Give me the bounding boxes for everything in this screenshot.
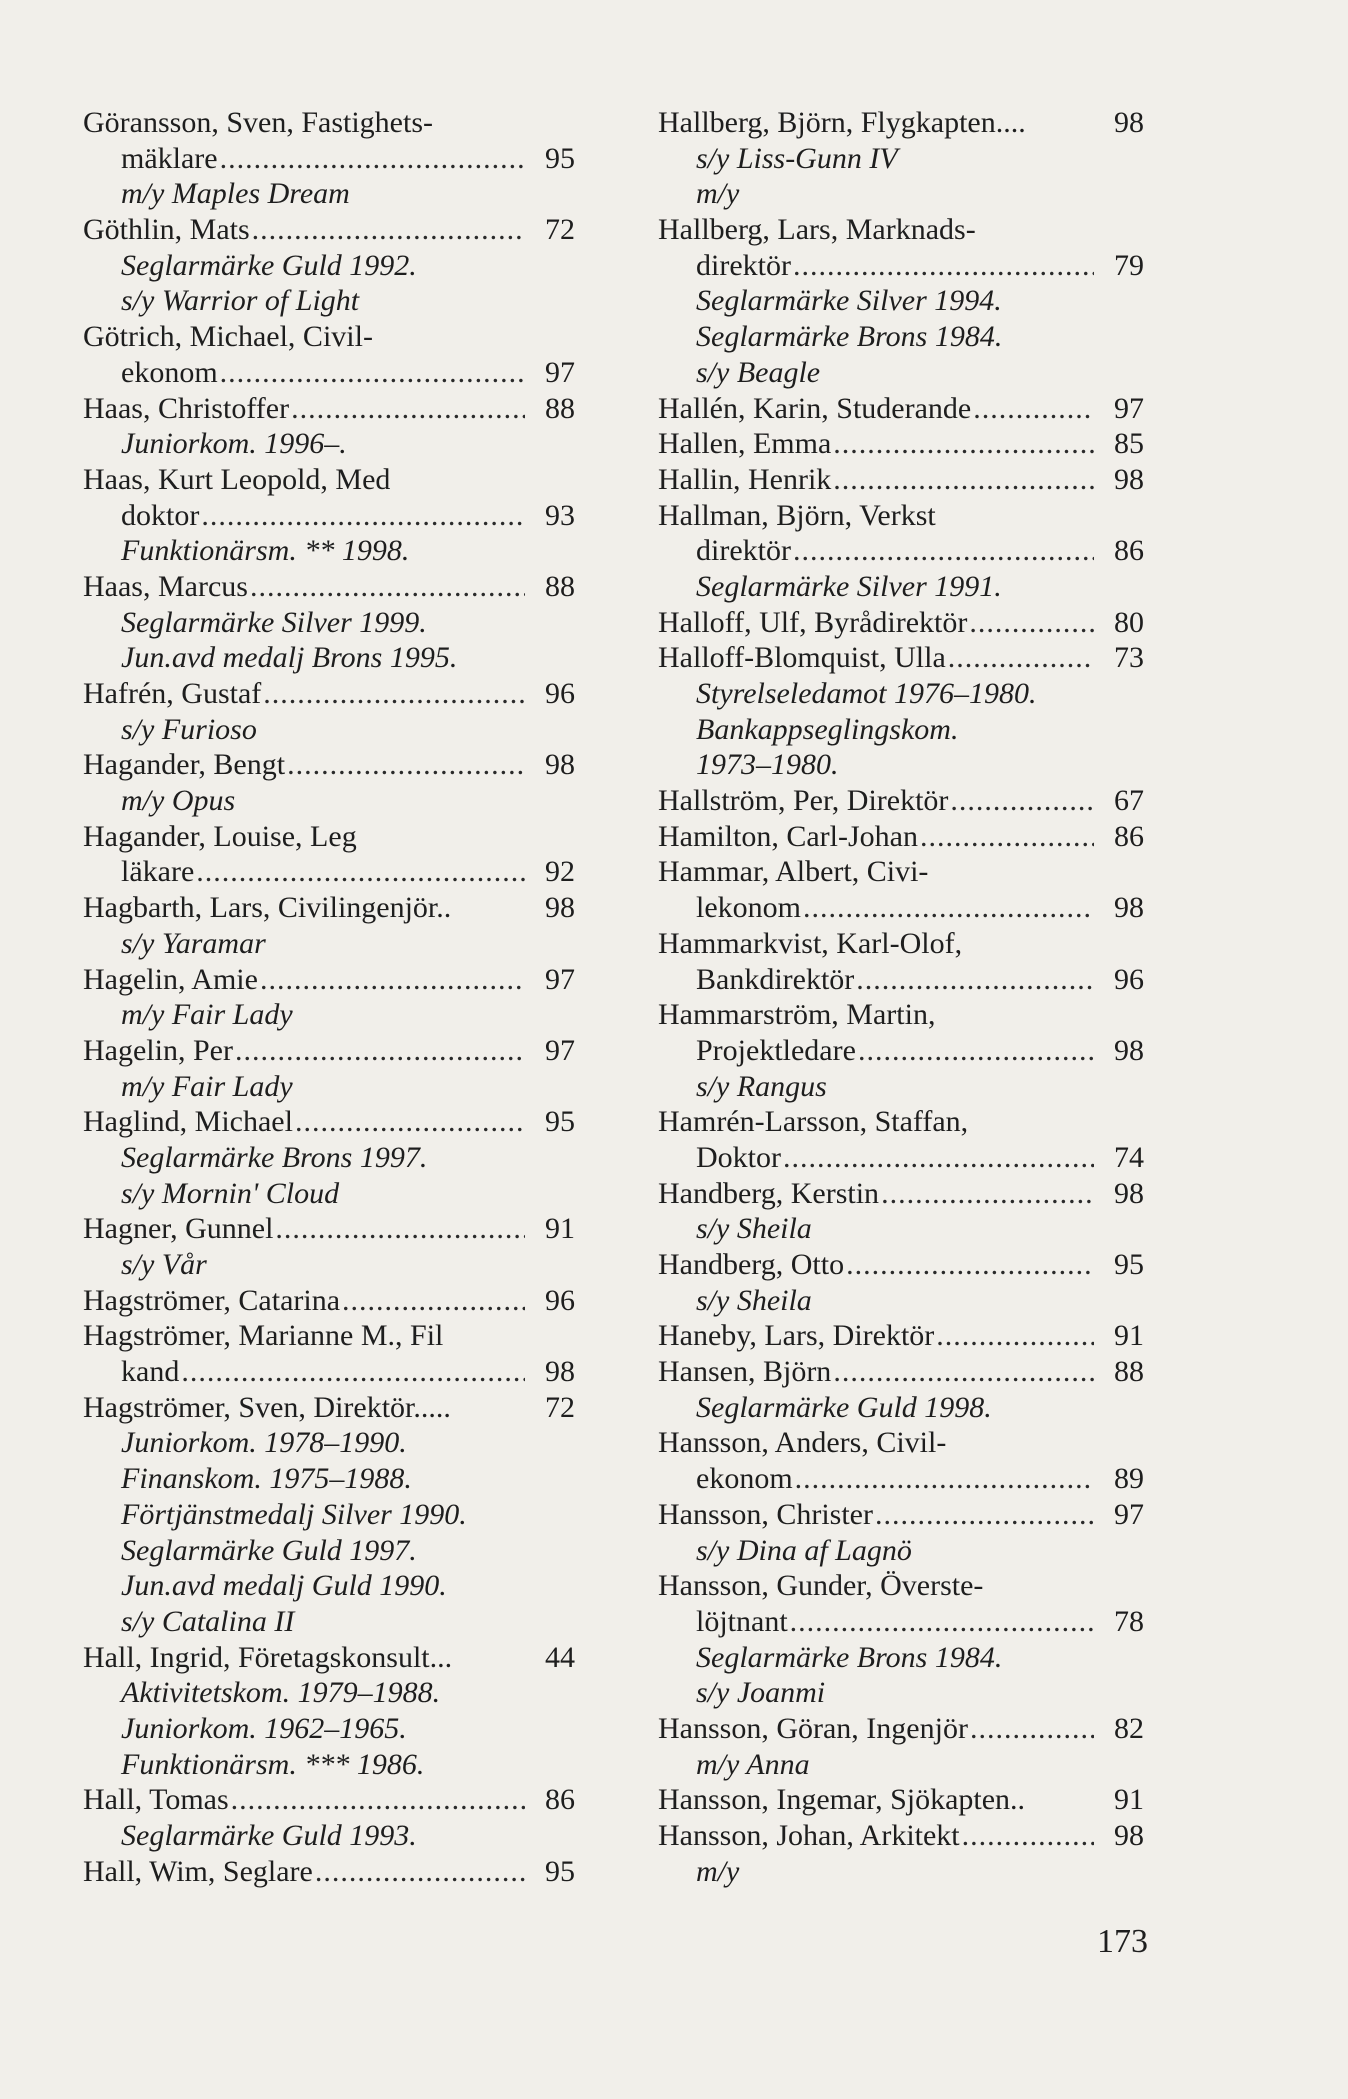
page-reference: 98 (1114, 891, 1144, 925)
index-subentry: m/y (696, 1854, 740, 1888)
dot-leader (803, 890, 1094, 926)
index-subentry: Aktivitetskom. 1979–1988. (121, 1676, 441, 1710)
dot-leader (833, 1354, 1094, 1390)
page-reference: 97 (1114, 391, 1144, 425)
dot-leader (833, 462, 1094, 498)
index-subentry: s/y Yaramar (121, 926, 266, 960)
entry-name: ekonom (696, 1462, 793, 1496)
index-entry: Hagander, Louise, Leg (83, 819, 357, 853)
dot-leader (790, 1604, 1094, 1640)
dot-leader (793, 533, 1094, 569)
page-reference: 67 (1114, 784, 1144, 818)
entry-name: Haglind, Michael (83, 1105, 293, 1139)
index-subentry: Seglarmärke Silver 1999. (121, 605, 427, 639)
page-reference: 95 (1114, 1248, 1144, 1281)
page-reference: 98 (1114, 1033, 1144, 1067)
dot-leader (948, 640, 1094, 676)
entry-name: Hall, Wim, Seglare (83, 1854, 313, 1888)
index-subentry: Seglarmärke Brons 1984. (696, 1640, 1003, 1674)
index-entry (658, 1354, 1144, 1390)
entry-name: Projektledare (696, 1033, 856, 1067)
entry-name: direktör (696, 248, 791, 282)
entry-name: mäklare (121, 141, 218, 175)
index-entry (658, 426, 1144, 462)
index-subentry: Juniorkom. 1978–1990. (121, 1426, 407, 1460)
index-entry (658, 890, 1144, 926)
page-reference: 86 (1114, 819, 1144, 853)
index-entry (83, 854, 575, 890)
page-reference: 97 (1114, 1497, 1144, 1531)
dot-leader (950, 783, 1094, 819)
page-reference: 91 (545, 1212, 575, 1246)
index-entry (658, 1461, 1144, 1497)
dot-leader (962, 1818, 1094, 1854)
index-entry (658, 605, 1144, 641)
entry-name: Hansson, Ingemar, Sjökapten.. (658, 1783, 1026, 1817)
index-subentry: s/y Warrior of Light (121, 284, 360, 318)
dot-leader (881, 1176, 1094, 1212)
entry-name: Hansson, Johan, Arkitekt (658, 1819, 960, 1852)
page-reference: 91 (1114, 1319, 1144, 1353)
index-subentry: Funktionärsm. ** 1998. (121, 534, 410, 568)
page-reference: 98 (545, 891, 575, 925)
entry-name: Hallström, Per, Direktör (658, 784, 949, 818)
index-entry: Hagströmer, Marianne M., Fil (83, 1319, 444, 1353)
page-reference: 97 (545, 355, 575, 389)
index-entry (83, 141, 575, 177)
page-reference: 92 (545, 855, 575, 889)
index-entry (83, 569, 575, 605)
dot-leader (875, 1497, 1094, 1533)
index-entry (658, 783, 1144, 819)
page-reference: 80 (1114, 605, 1144, 639)
index-entry: Hamrén-Larsson, Staffan, (658, 1105, 969, 1139)
dot-leader (969, 605, 1094, 641)
entry-name: Hall, Ingrid, Företagskonsult... (83, 1640, 453, 1674)
index-entry: Hansson, Anders, Civil- (658, 1426, 947, 1460)
page-reference: 86 (1114, 534, 1144, 568)
index-subentry: s/y Sheila (696, 1212, 812, 1246)
index-entry (83, 1354, 575, 1390)
dot-leader (973, 391, 1094, 427)
index-subentry: s/y Sheila (696, 1283, 812, 1317)
index-subentry: m/y Anna (696, 1747, 810, 1781)
index-entry (83, 391, 575, 427)
index-entry (658, 962, 1144, 998)
entry-name: Halloff-Blomquist, Ulla (658, 641, 946, 675)
index-subentry: Seglarmärke Brons 1984. (696, 320, 1003, 354)
index-entry (658, 1782, 1144, 1818)
index-entry (83, 1640, 575, 1676)
dot-leader (275, 1211, 525, 1247)
index-subentry: m/y (696, 177, 740, 211)
dot-leader (263, 676, 525, 712)
index-entry: Hallman, Björn, Verkst (658, 498, 936, 532)
entry-name: Hafrén, Gustaf (83, 677, 262, 710)
dot-leader (795, 1461, 1094, 1497)
dot-leader (260, 962, 525, 998)
page-reference: 95 (545, 1105, 575, 1139)
page-reference: 96 (545, 677, 575, 710)
index-entry: Hammarkvist, Karl-Olof, (658, 926, 963, 960)
index-subentry: m/y Opus (121, 784, 236, 818)
page-reference: 86 (545, 1783, 575, 1817)
entry-name: Göthlin, Mats (83, 213, 250, 247)
page-number: 173 (1097, 1923, 1148, 1960)
page-reference: 98 (1114, 1176, 1144, 1210)
index-subentry: Seglarmärke Silver 1994. (696, 284, 1002, 318)
dot-leader (252, 212, 525, 248)
dot-leader (846, 1247, 1094, 1283)
index-subentry: Seglarmärke Guld 1993. (121, 1819, 417, 1852)
index-subentry: Styrelseledamot 1976–1980. (696, 677, 1037, 710)
entry-name: Hagelin, Per (83, 1033, 233, 1067)
dot-leader (342, 1283, 525, 1319)
page-reference: 98 (1114, 1819, 1144, 1852)
page-reference: 97 (545, 962, 575, 996)
dot-leader (856, 962, 1094, 998)
index-entry (83, 1283, 575, 1319)
index-subentry: s/y Mornin' Cloud (121, 1176, 340, 1210)
right-column (658, 105, 1144, 1889)
index-entry (658, 1176, 1144, 1212)
entry-name: ekonom (121, 355, 218, 389)
page-reference: 93 (545, 498, 575, 532)
dot-leader (196, 854, 525, 890)
index-entry (83, 1854, 575, 1890)
index-subentry: s/y Catalina II (121, 1604, 295, 1638)
entry-name: Doktor (696, 1140, 781, 1174)
index-entry (83, 1390, 575, 1426)
index-subentry: Seglarmärke Silver 1991. (696, 569, 1002, 603)
index-entry (83, 1104, 575, 1140)
entry-name: Hallin, Henrik (658, 462, 832, 496)
page-reference: 88 (545, 569, 575, 603)
index-entry (658, 1497, 1144, 1533)
dot-leader (181, 1354, 525, 1390)
index-subentry: s/y Vår (121, 1248, 207, 1281)
index-subentry: Juniorkom. 1996–. (121, 427, 347, 461)
entry-name: Hallberg, Björn, Flygkapten.... (658, 106, 1026, 139)
entry-name: Hagelin, Amie (83, 962, 258, 996)
index-entry (658, 1818, 1144, 1854)
page-reference: 82 (1114, 1711, 1144, 1745)
index-entry: Hansson, Gunder, Överste- (658, 1569, 984, 1603)
index-entry (658, 640, 1144, 676)
page-reference: 95 (545, 1854, 575, 1888)
index-subentry: Seglarmärke Brons 1997. (121, 1140, 428, 1174)
dot-leader (936, 1318, 1094, 1354)
index-entry (83, 498, 575, 534)
entry-name: Hagner, Gunnel (83, 1212, 274, 1246)
page-reference: 73 (1114, 641, 1144, 675)
entry-name: Hallén, Karin, Studerande (658, 391, 972, 425)
index-subentry: s/y Rangus (696, 1069, 827, 1103)
index-subentry: s/y Beagle (696, 355, 821, 389)
entry-name: Handberg, Kerstin (658, 1176, 880, 1210)
page-reference: 98 (545, 748, 575, 782)
page-reference: 98 (1114, 462, 1144, 496)
dot-leader (235, 1033, 525, 1069)
dot-leader (287, 747, 525, 783)
entry-name: Haneby, Lars, Direktör (658, 1319, 935, 1353)
page-reference: 95 (545, 141, 575, 175)
index-subentry: Seglarmärke Guld 1997. (121, 1533, 417, 1567)
index-subentry: Seglarmärke Guld 1998. (696, 1390, 992, 1424)
entry-name: Hall, Tomas (83, 1783, 229, 1817)
index-entry: Hammarström, Martin, (658, 998, 936, 1032)
entry-name: löjtnant (696, 1604, 788, 1638)
entry-name: Hansson, Christer (658, 1497, 873, 1531)
entry-name: kand (121, 1355, 180, 1389)
page-reference: 72 (545, 1390, 575, 1424)
index-entry (83, 1033, 575, 1069)
entry-name: lekonom (696, 891, 801, 925)
dot-leader (315, 1854, 525, 1890)
index-subentry: m/y Fair Lady (121, 998, 293, 1032)
entry-name: Hansson, Göran, Ingenjör (658, 1711, 968, 1745)
index-entry (658, 1140, 1144, 1176)
index-subentry: m/y Fair Lady (121, 1069, 293, 1103)
left-column (83, 105, 575, 1889)
index-entry (658, 248, 1144, 284)
dot-leader (220, 355, 525, 391)
entry-name: läkare (121, 855, 195, 889)
dot-leader (295, 1104, 525, 1140)
index-subentry: Förtjänstmedalj Silver 1990. (121, 1497, 467, 1531)
index-entry (658, 462, 1144, 498)
index-entry: Haas, Kurt Leopold, Med (83, 462, 391, 496)
page-reference: 72 (545, 213, 575, 247)
entry-name: Halloff, Ulf, Byrådirektör (658, 605, 968, 639)
index-subentry: 1973–1980. (696, 748, 839, 782)
dot-leader (858, 1033, 1094, 1069)
index-subentry: Bankappseglingskom. (696, 712, 959, 746)
index-entry (658, 1711, 1144, 1747)
page-reference: 96 (1114, 962, 1144, 996)
entry-name: Hagbarth, Lars, Civilingenjör.. (83, 891, 452, 925)
index-subentry: Jun.avd medalj Guld 1990. (121, 1569, 447, 1603)
entry-name: Hallen, Emma (658, 427, 832, 461)
index-subentry: Seglarmärke Guld 1992. (121, 248, 417, 282)
index-entry: Hammar, Albert, Civi- (658, 855, 929, 889)
index-entry (83, 355, 575, 391)
index-subentry: s/y Dina af Lagnö (696, 1533, 912, 1567)
index-entry (83, 747, 575, 783)
page-reference: 96 (545, 1283, 575, 1317)
index-subentry: Finanskom. 1975–1988. (121, 1462, 412, 1496)
index-subentry: Jun.avd medalj Brons 1995. (121, 641, 458, 675)
entry-name: Hagströmer, Sven, Direktör..... (83, 1390, 451, 1424)
index-entry (658, 1033, 1144, 1069)
page-reference: 78 (1114, 1604, 1144, 1638)
index-entry (83, 676, 575, 712)
index-entry (658, 391, 1144, 427)
page-reference: 98 (545, 1355, 575, 1389)
dot-leader (920, 819, 1094, 855)
index-entry (658, 819, 1144, 855)
index-entry (658, 533, 1144, 569)
dot-leader (231, 1782, 525, 1818)
index-entry (658, 1247, 1144, 1283)
page-reference: 97 (545, 1033, 575, 1067)
entry-name: Hagander, Bengt (83, 748, 286, 782)
entry-name: Haas, Christoffer (83, 391, 290, 425)
index-subentry: m/y Maples Dream (121, 177, 350, 211)
index-subentry: Juniorkom. 1962–1965. (121, 1711, 407, 1745)
index-entry (83, 212, 575, 248)
index-entry: Göransson, Sven, Fastighets- (83, 106, 433, 139)
page-reference: 98 (1114, 106, 1144, 139)
entry-name: Hagströmer, Catarina (83, 1283, 341, 1317)
dot-leader (793, 248, 1094, 284)
page-reference: 74 (1114, 1140, 1144, 1174)
index-entry (658, 1604, 1144, 1640)
dot-leader (783, 1140, 1094, 1176)
index-subentry: Funktionärsm. *** 1986. (121, 1747, 425, 1781)
entry-name: Hamilton, Carl-Johan (658, 819, 918, 853)
index-subentry: s/y Joanmi (696, 1676, 826, 1710)
dot-leader (250, 569, 525, 605)
dot-leader (970, 1711, 1094, 1747)
index-entry (658, 105, 1144, 141)
dot-leader (833, 426, 1094, 462)
page-reference: 88 (545, 391, 575, 425)
index-entry (83, 1782, 575, 1818)
index-entry (83, 962, 575, 998)
entry-name: Handberg, Otto (658, 1248, 845, 1281)
index-entry (658, 1318, 1144, 1354)
entry-name: doktor (121, 498, 200, 532)
dot-leader (220, 141, 525, 177)
index-subentry: s/y Liss-Gunn IV (696, 141, 898, 175)
page-reference: 91 (1114, 1783, 1144, 1817)
page-reference: 89 (1114, 1462, 1144, 1496)
entry-name: Haas, Marcus (83, 569, 248, 603)
index-entry (83, 1211, 575, 1247)
index-entry: Götrich, Michael, Civil- (83, 320, 373, 354)
entry-name: Hansen, Björn (658, 1355, 832, 1389)
index-subentry: s/y Furioso (121, 712, 257, 746)
entry-name: direktör (696, 534, 791, 568)
page-reference: 85 (1114, 427, 1144, 461)
index-entry: Hallberg, Lars, Marknads- (658, 213, 976, 247)
page-reference: 79 (1114, 248, 1144, 282)
entry-name: Bankdirektör (696, 962, 855, 996)
page-reference: 44 (545, 1640, 575, 1674)
dot-leader (201, 498, 525, 534)
page-reference: 88 (1114, 1355, 1144, 1389)
index-entry (83, 890, 575, 926)
dot-leader (291, 391, 525, 427)
